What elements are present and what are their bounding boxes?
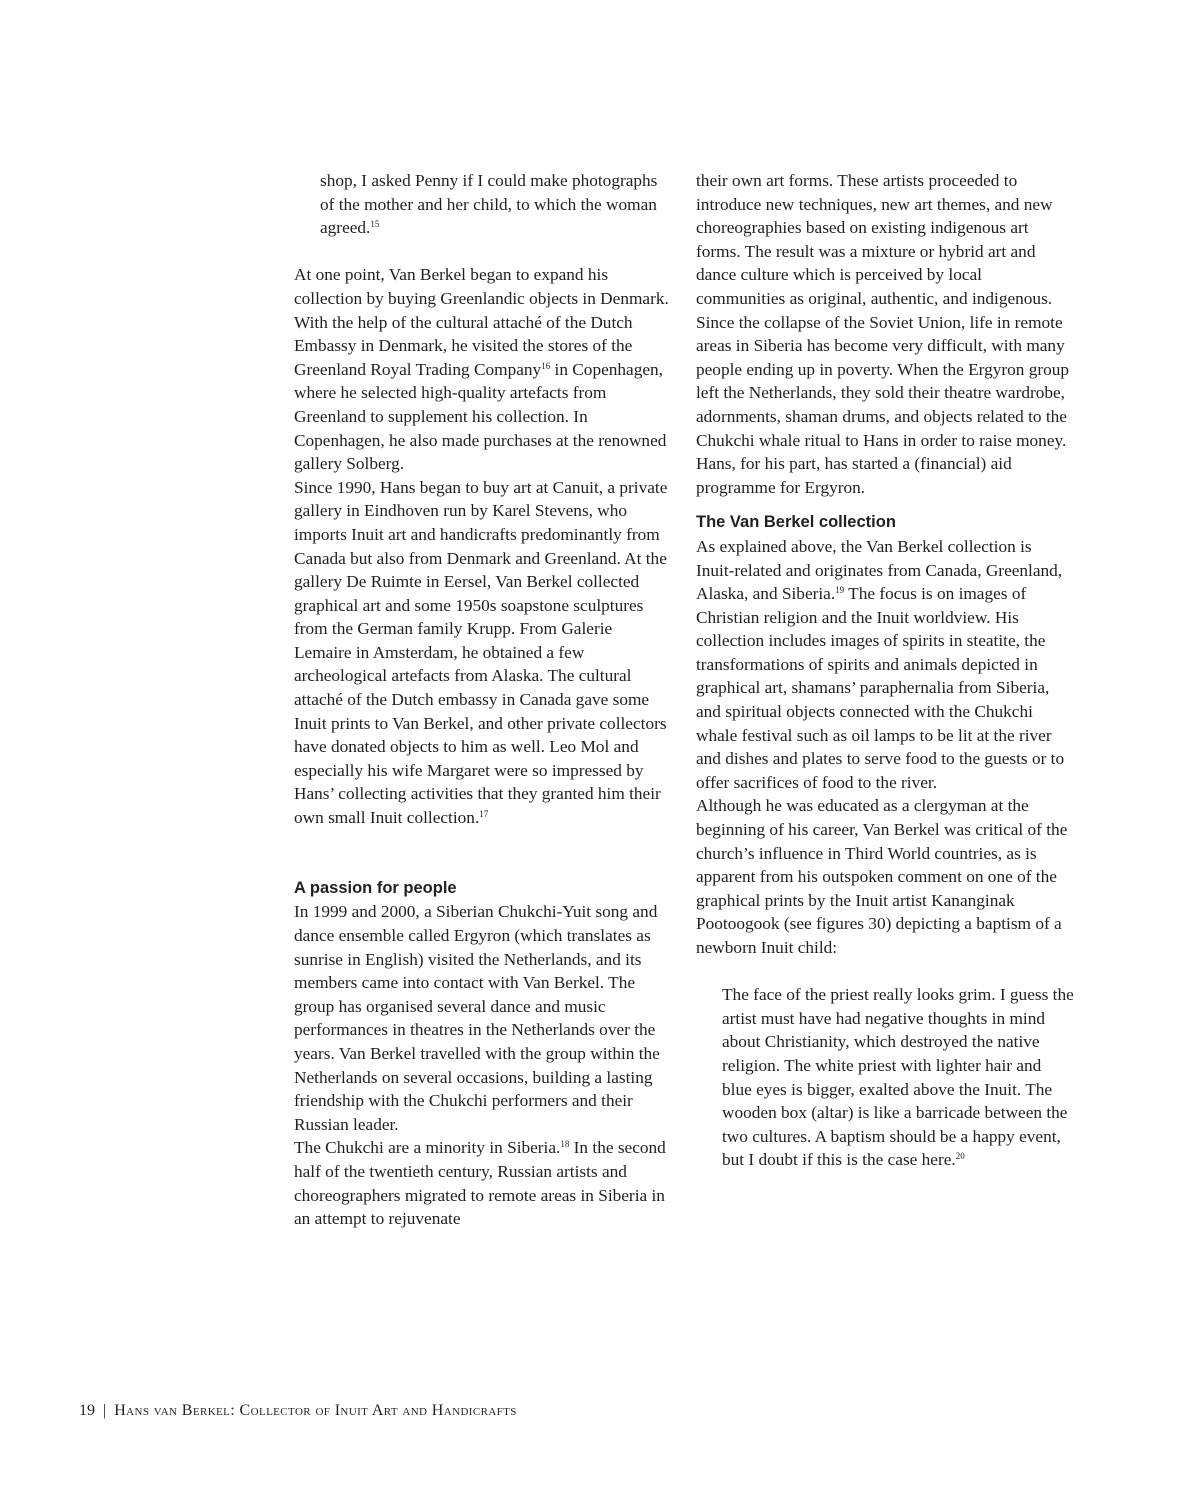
quote-text: shop, I asked Penny if I could make photographs of the mother and her child, to which the woman agreed. bbox=[320, 171, 658, 238]
section-heading: The Van Berkel collection bbox=[696, 513, 896, 532]
footnote-ref: 17 bbox=[479, 809, 489, 820]
paragraph-text: in Copenhagen, where he selected high-quality artefacts from Greenland to supplement his collection. In Copenhagen, he also made purchases at the renowned gallery Solberg. bbox=[294, 359, 667, 474]
paragraph bbox=[696, 535, 1074, 795]
footnote-ref: 19 bbox=[835, 585, 845, 596]
paragraph-text: The Chukchi are a minority in Siberia. bbox=[294, 1138, 561, 1158]
paragraph-text: As explained above, the Van Berkel collection is Inuit-related and originates from Canada, Greenland, Alaska, and Siberia. bbox=[696, 536, 1063, 604]
footer-separator: | bbox=[103, 1402, 107, 1419]
running-title: Hans van Berkel: Collector of Inuit Art and Handicrafts bbox=[114, 1402, 517, 1419]
paragraph-text: Since 1990, Hans began to buy art at Canuit, a private gallery in Eindhoven run by Karel Stevens, who imports Inuit art and handicrafts predominantly from Canada but also from Denmark and Greenland. At the gallery De Ruimte in Eersel, Van Berkel collected graphical art and some 1950s soapstone sculptures from the German family Krupp. From Galerie Lemaire in Amsterdam, he obtained a few archeological artefacts from Alaska. The cultural attaché of the Dutch embassy in Canada gave some Inuit prints to Van Berkel, and other private collectors have donated objects to him as well. Leo Mol and especially his wife Margaret were so impressed by Hans’ collecting activities that they granted him their own small Inuit collection. bbox=[294, 477, 668, 828]
footnote-ref: 18 bbox=[560, 1139, 570, 1150]
paragraph bbox=[294, 1136, 672, 1230]
page-footer bbox=[79, 1401, 517, 1421]
paragraph: their own art forms. These artists proceeded to introduce new techniques, new art themes, and new choreographies based on existing indigenous art forms. The result was a mixture or hybrid art and dance culture which is perceived by local communities as original, authentic, and indigenous. bbox=[696, 171, 1053, 308]
page-number: 19 bbox=[79, 1402, 95, 1419]
quote-text: The face of the priest really looks grim. I guess the artist must have had negative thoughts in mind about Christianity, which destroyed the native religion. The white priest with lighter hair and blue eyes is bigger, exalted above the Inuit. The wooden box (altar) is like a barricade between the two cultures. A baptism should be a happy event, but I doubt if this is the case here. bbox=[722, 985, 1074, 1170]
paragraph-text: In the second half of the twentieth century, Russian artists and choreographers migrated to remote areas in Siberia in an attempt to rejuvenate bbox=[294, 1138, 666, 1229]
paragraph-text: At one point, Van Berkel began to expand his collection by buying Greenlandic objects in Denmark. With the help of the cultural attaché of the Dutch Embassy in Denmark, he visited the stores of the Greenland Royal Trading Company bbox=[294, 265, 669, 379]
paragraph bbox=[294, 476, 672, 830]
paragraph bbox=[294, 263, 672, 475]
block-quote bbox=[294, 169, 672, 240]
paragraph: Since the collapse of the Soviet Union, life in remote areas in Siberia has become very difficult, with many people ending up in poverty. When the Ergyron group left the Netherlands, they sold their theatre wardrobe, adornments, shaman drums, and objects related to the Chukchi whale ritual to Hans in order to raise money. Hans, for his part, has started a (financial) aid programme for Ergyron. bbox=[696, 312, 1070, 497]
left-column bbox=[294, 169, 672, 1231]
section-heading: A passion for people bbox=[294, 878, 457, 897]
block-quote bbox=[696, 983, 1074, 1172]
right-column bbox=[696, 169, 1074, 1172]
paragraph-text: The focus is on images of Christian religion and the Inuit worldview. His collection includes images of spirits in steatite, the transformations of spirits and animals depicted in graphical art, shamans’ paraphernalia from Siberia, and spiritual objects connected with the Chukchi whale festival such as oil lamps to be lit at the river and dishes and plates to serve food to the guests or to offer sacrifices of food to the river. bbox=[696, 584, 1065, 792]
paragraph: Although he was educated as a clergyman at the beginning of his career, Van Berkel was critical of the church’s influence in Third World countries, as is apparent from his outspoken comment on one of the graphical prints by the Inuit artist Kananginak Pootoogook (see figures 30) depicting a baptism of a newborn Inuit child: bbox=[696, 796, 1068, 957]
footnote-ref: 16 bbox=[541, 360, 551, 371]
paragraph: In 1999 and 2000, a Siberian Chukchi-Yuit song and dance ensemble called Ergyron (which translates as sunrise in English) visited the Netherlands, and its members came into contact with Van Berkel. The group has organised several dance and music performances in theatres in the Netherlands over the years. Van Berkel travelled with the group within the Netherlands on several occasions, building a lasting friendship with the Chukchi performers and their Russian leader. bbox=[294, 902, 660, 1134]
footnote-ref: 20 bbox=[955, 1151, 965, 1162]
footnote-ref: 15 bbox=[370, 219, 380, 230]
